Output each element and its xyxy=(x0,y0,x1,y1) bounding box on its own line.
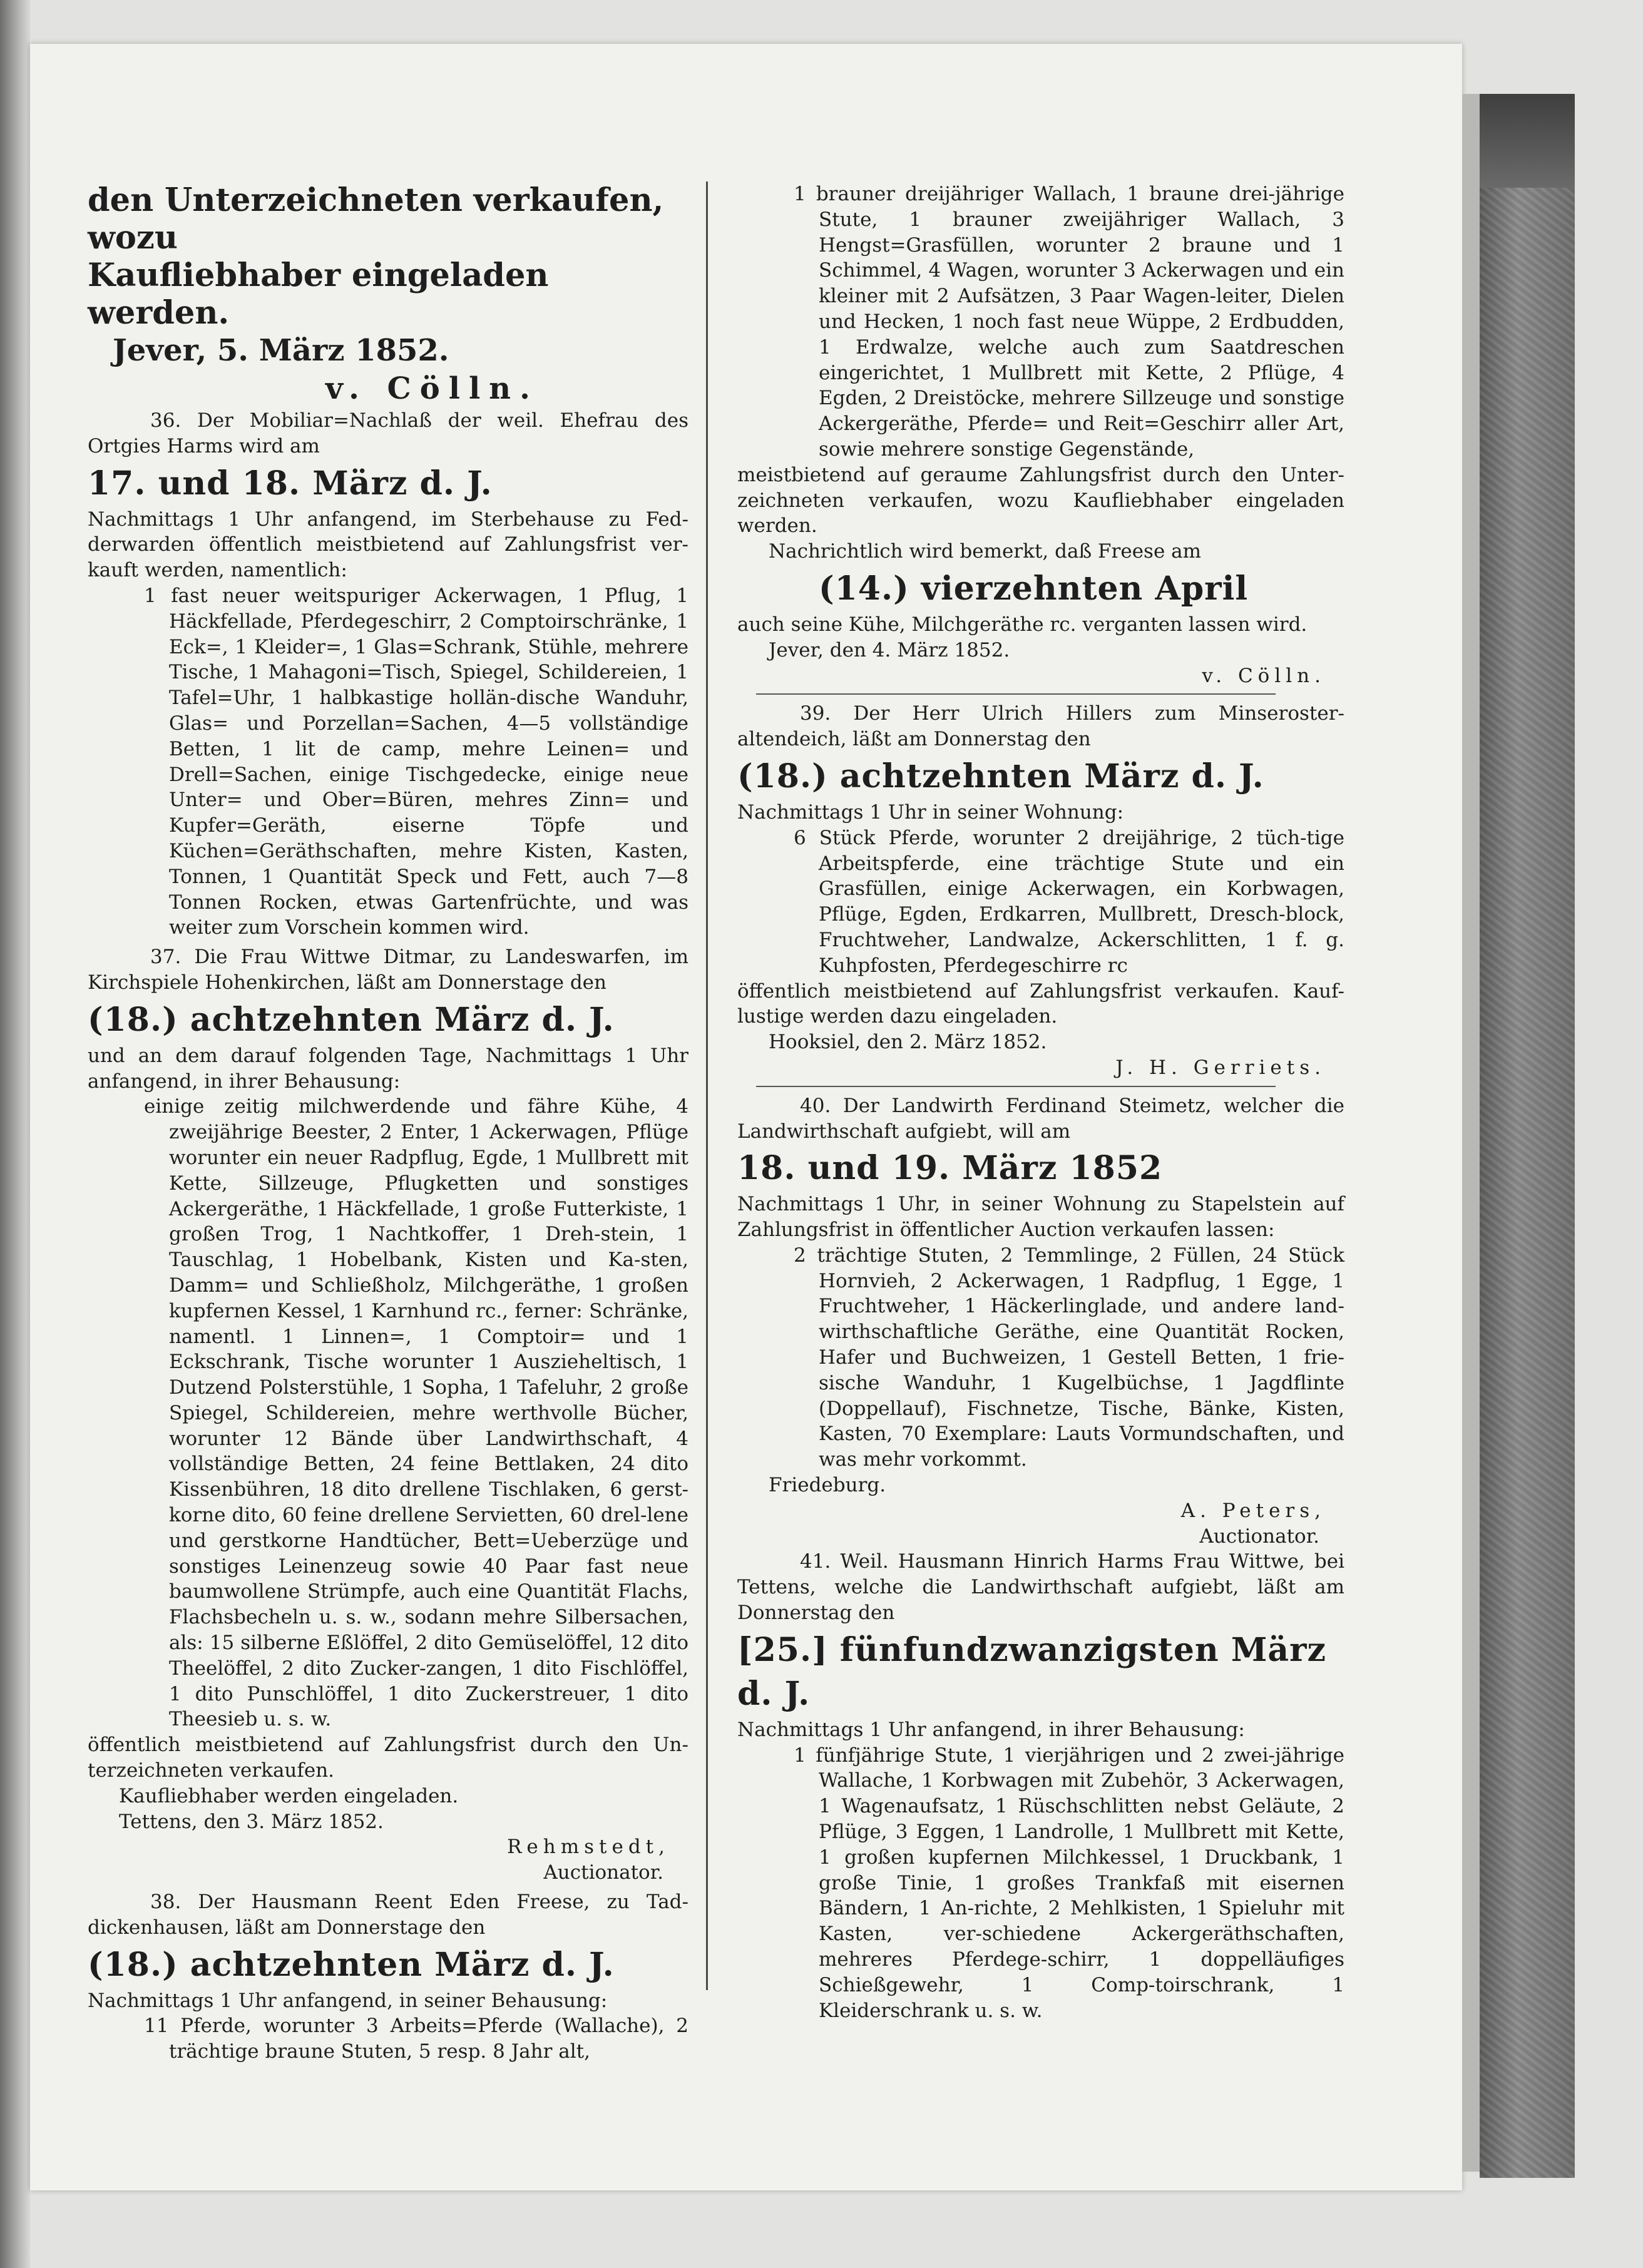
notice-39-signature: J. H. Gerriets. xyxy=(1115,1056,1326,1079)
book-cover-top xyxy=(1480,94,1575,188)
notice-36-items: 1 fast neuer weitspuriger Ackerwagen, 1 Pflug, 1 Häckfellade, Pferdegeschirr, 2 Comptoirschränke, 1 Eck=, 1 Kleider=, 1 Glas=Schrank, Stühle, mehrere Tische, 1 Mahagoni=Tisch, Spiegel, Schildereien, 1 Tafel=Uhr, 1 halbkastige hollän-dische Wanduhr, Glas= und Porzellan=Sachen, 4—5 vollständige Betten, 1 lit de camp, mehre Leinen= und Drell=Sachen, einige Tischgedecke, einige neue Unter= und Ober=Büren, mehres Zinn= und Kupfer=Geräth, eiserne Töpfe und Küchen=Geräthschaften, mehre Kisten, Kasten, Tonnen, 1 Quantität Speck und Fett, auch 7—8 Tonnen Rocken, etwas Gartenfrüchte, und was weiter zum Vorschein kommen wird. xyxy=(144,584,688,939)
notice-37-body: und an dem darauf folgenden Tage, Nachmittags 1 Uhr anfangend, in ihrer Behausung: xyxy=(88,1044,688,1093)
notice-40-role: Auctionator. xyxy=(1199,1525,1319,1548)
notice-40-body: Nachmittags 1 Uhr, in seiner Wohnung zu Stapelstein auf Zahlungsfrist in öffentlicher Auction verkaufen lassen: xyxy=(737,1193,1344,1242)
book-cover-right xyxy=(1480,94,1575,2178)
notice-38-date: (18.) achtzehnten März d. J. xyxy=(88,1945,615,1984)
notice-41-date: [25.] fünfundzwanzigsten März d. J. xyxy=(737,1630,1327,1713)
page-edge-right xyxy=(1462,94,1480,2172)
section-divider-2 xyxy=(756,1086,1276,1087)
notice-37-invite: Kaufliebhaber werden eingeladen. xyxy=(119,1784,459,1807)
notice-36-intro: 36. Der Mobiliar=Nachlaß der weil. Ehefrau des Ortgies Harms wird am xyxy=(88,409,688,457)
notice-37-close: öffentlich meistbietend auf Zahlungsfrist durch den Un-terzeichneten verkaufen. xyxy=(88,1734,688,1782)
notice-39-body: Nachmittags 1 Uhr in seiner Wohnung: xyxy=(737,800,1124,824)
notice-37-intro: 37. Die Frau Wittwe Ditmar, zu Landeswarfen, im Kirchspiele Hohenkirchen, läßt am Donnerstage den xyxy=(88,946,688,994)
notice-37-signature: Rehmstedt, xyxy=(507,1836,670,1859)
notice-41-intro: 41. Weil. Hausmann Hinrich Harms Frau Wittwe, bei Tettens, welche die Landwirthschaft aufgiebt, läßt am Donnerstag den xyxy=(737,1550,1344,1625)
notice-38-note: Nachrichtlich wird bemerkt, daß Freese am xyxy=(769,540,1202,563)
notice-38-close: meistbietend auf geraume Zahlungsfrist durch den Unter-zeichneten verkaufen, wozu Kaufliebhaber eingeladen werden. xyxy=(737,463,1344,538)
notice-39-close: öffentlich meistbietend auf Zahlungsfrist verkaufen. Kauf-lustige werden dazu eingeladen. xyxy=(737,979,1344,1028)
notice-40-date: 18. und 19. März 1852 xyxy=(737,1149,1163,1188)
notice-38-april-date: (14.) vierzehnten April xyxy=(819,569,1249,608)
section-divider xyxy=(756,693,1276,695)
notice-38-signature: v. Cölln. xyxy=(1202,664,1326,687)
notice-39-date: (18.) achtzehnten März d. J. xyxy=(737,757,1264,795)
notice-38-intro: 38. Der Hausmann Reent Eden Freese, zu Tad-dickenhausen, läßt am Donnerstage den xyxy=(88,1891,688,1939)
notice-38-body: Nachmittags 1 Uhr anfangend, in seiner Behausung: xyxy=(88,1989,608,2012)
signature-coelln: v. Cölln. xyxy=(325,371,539,406)
notice-41-items: 1 fünfjährige Stute, 1 vierjährigen und 2 zwei-jährige Wallache, 1 Korbwagen mit Zubehör, 3 Ackerwagen, 1 Wagenaufsatz, 1 Rüschschlitten nebst Geläute, 2 Pflüge, 3 Eggen, 1 Landrolle, 1 Mullbrett mit Kette, 1 großen kupfernen Milchkessel, 1 Druckbank, 1 große Tinie, 1 großes Trankfaß mit eisernen Bändern, 1 An-richte, 2 Mehlkisten, 1 Spieluhr mit Kasten, ver-schiedene Ackergeräthschaften, mehreres Pferdege-schirr, 1 doppelläufiges Schießgewehr, 1 Comp-toirschrank, 1 Kleiderschrank u. s. w. xyxy=(794,1744,1344,2022)
notice-40-place: Friedeburg. xyxy=(769,1474,886,1497)
right-column xyxy=(737,181,1344,2023)
notice-36-date: 17. und 18. März d. J. xyxy=(88,464,493,503)
notice-38-items: 11 Pferde, worunter 3 Arbeits=Pferde (Wallache), 2 trächtige braune Stuten, 5 resp. 8 Jahr alt, xyxy=(144,2015,688,2063)
notice-37-role: Auctionator. xyxy=(543,1861,663,1884)
closing-text-line-1: den Unterzeichneten verkaufen, wozu xyxy=(88,181,664,257)
notice-37-items: einige zeitig milchwerdende und fähre Kühe, 4 zweijährige Beester, 2 Enter, 1 Ackerwagen, Pflüge worunter ein neuer Radpflug, Egde, 1 Mullbrett mit Kette, Sillzeuge, Pflugketten und sonstiges Ackergeräthe, 1 Häckfellade, 1 große Futterkiste, 1 großen Trog, 1 Nachtkoffer, 1 Dreh-stein, 1 Tauschlag, 1 Hobelbank, Kisten und Ka-sten, Damm= und Schließholz, Milchgeräthe, 1 großen kupfernen Kessel, 1 Karnhund rc., ferner: Schränke, namentl. 1 Linnen=, 1 Comptoir= und 1 Eckschrank, Tische worunter 1 Auszieheltisch, 1 Dutzend Polsterstühle, 1 Sopha, 1 Tafeluhr, 2 große Spiegel, Schildereien, mehre werthvolle Bücher, worunter 12 Bände über Landwirthschaft, 4 vollständige Betten, 24 feine Bettlaken, 24 dito Kissenbühren, 18 dito drellene Tischlaken, 6 gerst-korne dito, 60 feine drellene Servietten, 60 drel-lene und gerstkorne Handtücher, Bett=Ueberzüge und sonstiges Leinenzeug sowie 40 Paar fast neue baumwollene Strümpfe, auch eine Quantität Flachs, Flachsbecheln u. s. w., sodann mehre Silbersachen, als: 15 silberne Eßlöffel, 2 dito Gemüselöffel, 12 dito Theelöffel, 2 dito Zucker-zangen, 1 dito Fischlöffel, 1 dito Punschlöffel, 1 dito Zuckerstreuer, 1 dito Theesieb u. s. w. xyxy=(144,1095,688,1731)
notice-38-place-date: Jever, den 4. März 1852. xyxy=(769,638,1010,662)
notice-40-signature: A. Peters, xyxy=(1180,1499,1326,1522)
place-date-jever: Jever, 5. März 1852. xyxy=(113,333,449,368)
left-column xyxy=(88,181,688,2065)
column-divider xyxy=(706,181,708,1990)
closing-text-line-2: Kaufliebhaber eingeladen werden. xyxy=(88,257,549,332)
notice-39-intro: 39. Der Herr Ulrich Hillers zum Minseroster-altendeich, läßt am Donnerstag den xyxy=(737,702,1344,751)
notice-38-note-2: auch seine Kühe, Milchgeräthe rc. verganten lassen wird. xyxy=(737,613,1308,636)
notice-39-items: 6 Stück Pferde, worunter 2 dreijährige, 2 tüch-tige Arbeitspferde, eine trächtige Stute und ein Grasfüllen, einige Ackerwagen, ein Korbwagen, Pflüge, Egden, Erdkarren, Mullbrett, Dresch-block, Fruchtweher, Landwalze, Ackerschlitten, 1 f. g. Kuhpfosten, Pferdegeschirre rc xyxy=(794,826,1344,977)
notice-40-items: 2 trächtige Stuten, 2 Temmlinge, 2 Füllen, 24 Stück Hornvieh, 2 Ackerwagen, 1 Radpflug, 1 Egge, 1 Fruchtweher, 1 Häckerlinglade, und andere land-wirthschaftliche Geräthe, eine Quantität Rocken, Hafer und Buchweizen, 1 Gestell Betten, 1 frie-sische Wanduhr, 1 Kugelbüchse, 1 Jagdflinte (Doppellauf), Fischnetze, Tische, Bänke, Kisten, Kasten, 70 Exemplare: Lauts Vormundschaften, und was mehr vorkommt. xyxy=(794,1244,1344,1471)
notice-37-date: (18.) achtzehnten März d. J. xyxy=(88,1000,615,1039)
notice-39-place-date: Hooksiel, den 2. März 1852. xyxy=(769,1031,1047,1054)
notice-38-items-continued: 1 brauner dreijähriger Wallach, 1 braune drei-jährige Stute, 1 brauner zweijähriger Wallach, 3 Hengst=Grasfüllen, worunter 2 braune und 1 Schimmel, 4 Wagen, worunter 3 Ackerwagen und ein kleiner mit 2 Aufsätzen, 3 Paar Wagen-leiter, Dielen und Hecken, 1 noch fast neue Wüppe, 2 Erdbudden, 1 Erdwalze, welche auch zum Saatdreschen eingerichtet, 1 Mullbrett mit Kette, 2 Pflüge, 4 Egden, 2 Dreistöcke, mehrere Sillzeuge und sonstige Ackergeräthe, Pferde= und Reit=Geschirr aller Art, sowie mehrere sonstige Gegenstände, xyxy=(794,183,1344,461)
notice-41-body: Nachmittags 1 Uhr anfangend, in ihrer Behausung: xyxy=(737,1718,1245,1741)
book-binding-left xyxy=(0,0,30,2268)
notice-36-body: Nachmittags 1 Uhr anfangend, im Sterbehause zu Fed-derwarden öffentlich meistbietend auf Zahlungsfrist ver-kauft werden, namentlich: xyxy=(88,508,688,582)
notice-40-intro: 40. Der Landwirth Ferdinand Steimetz, welcher die Landwirthschaft aufgiebt, will am xyxy=(737,1094,1344,1143)
notice-37-place-date: Tettens, den 3. März 1852. xyxy=(119,1810,384,1833)
